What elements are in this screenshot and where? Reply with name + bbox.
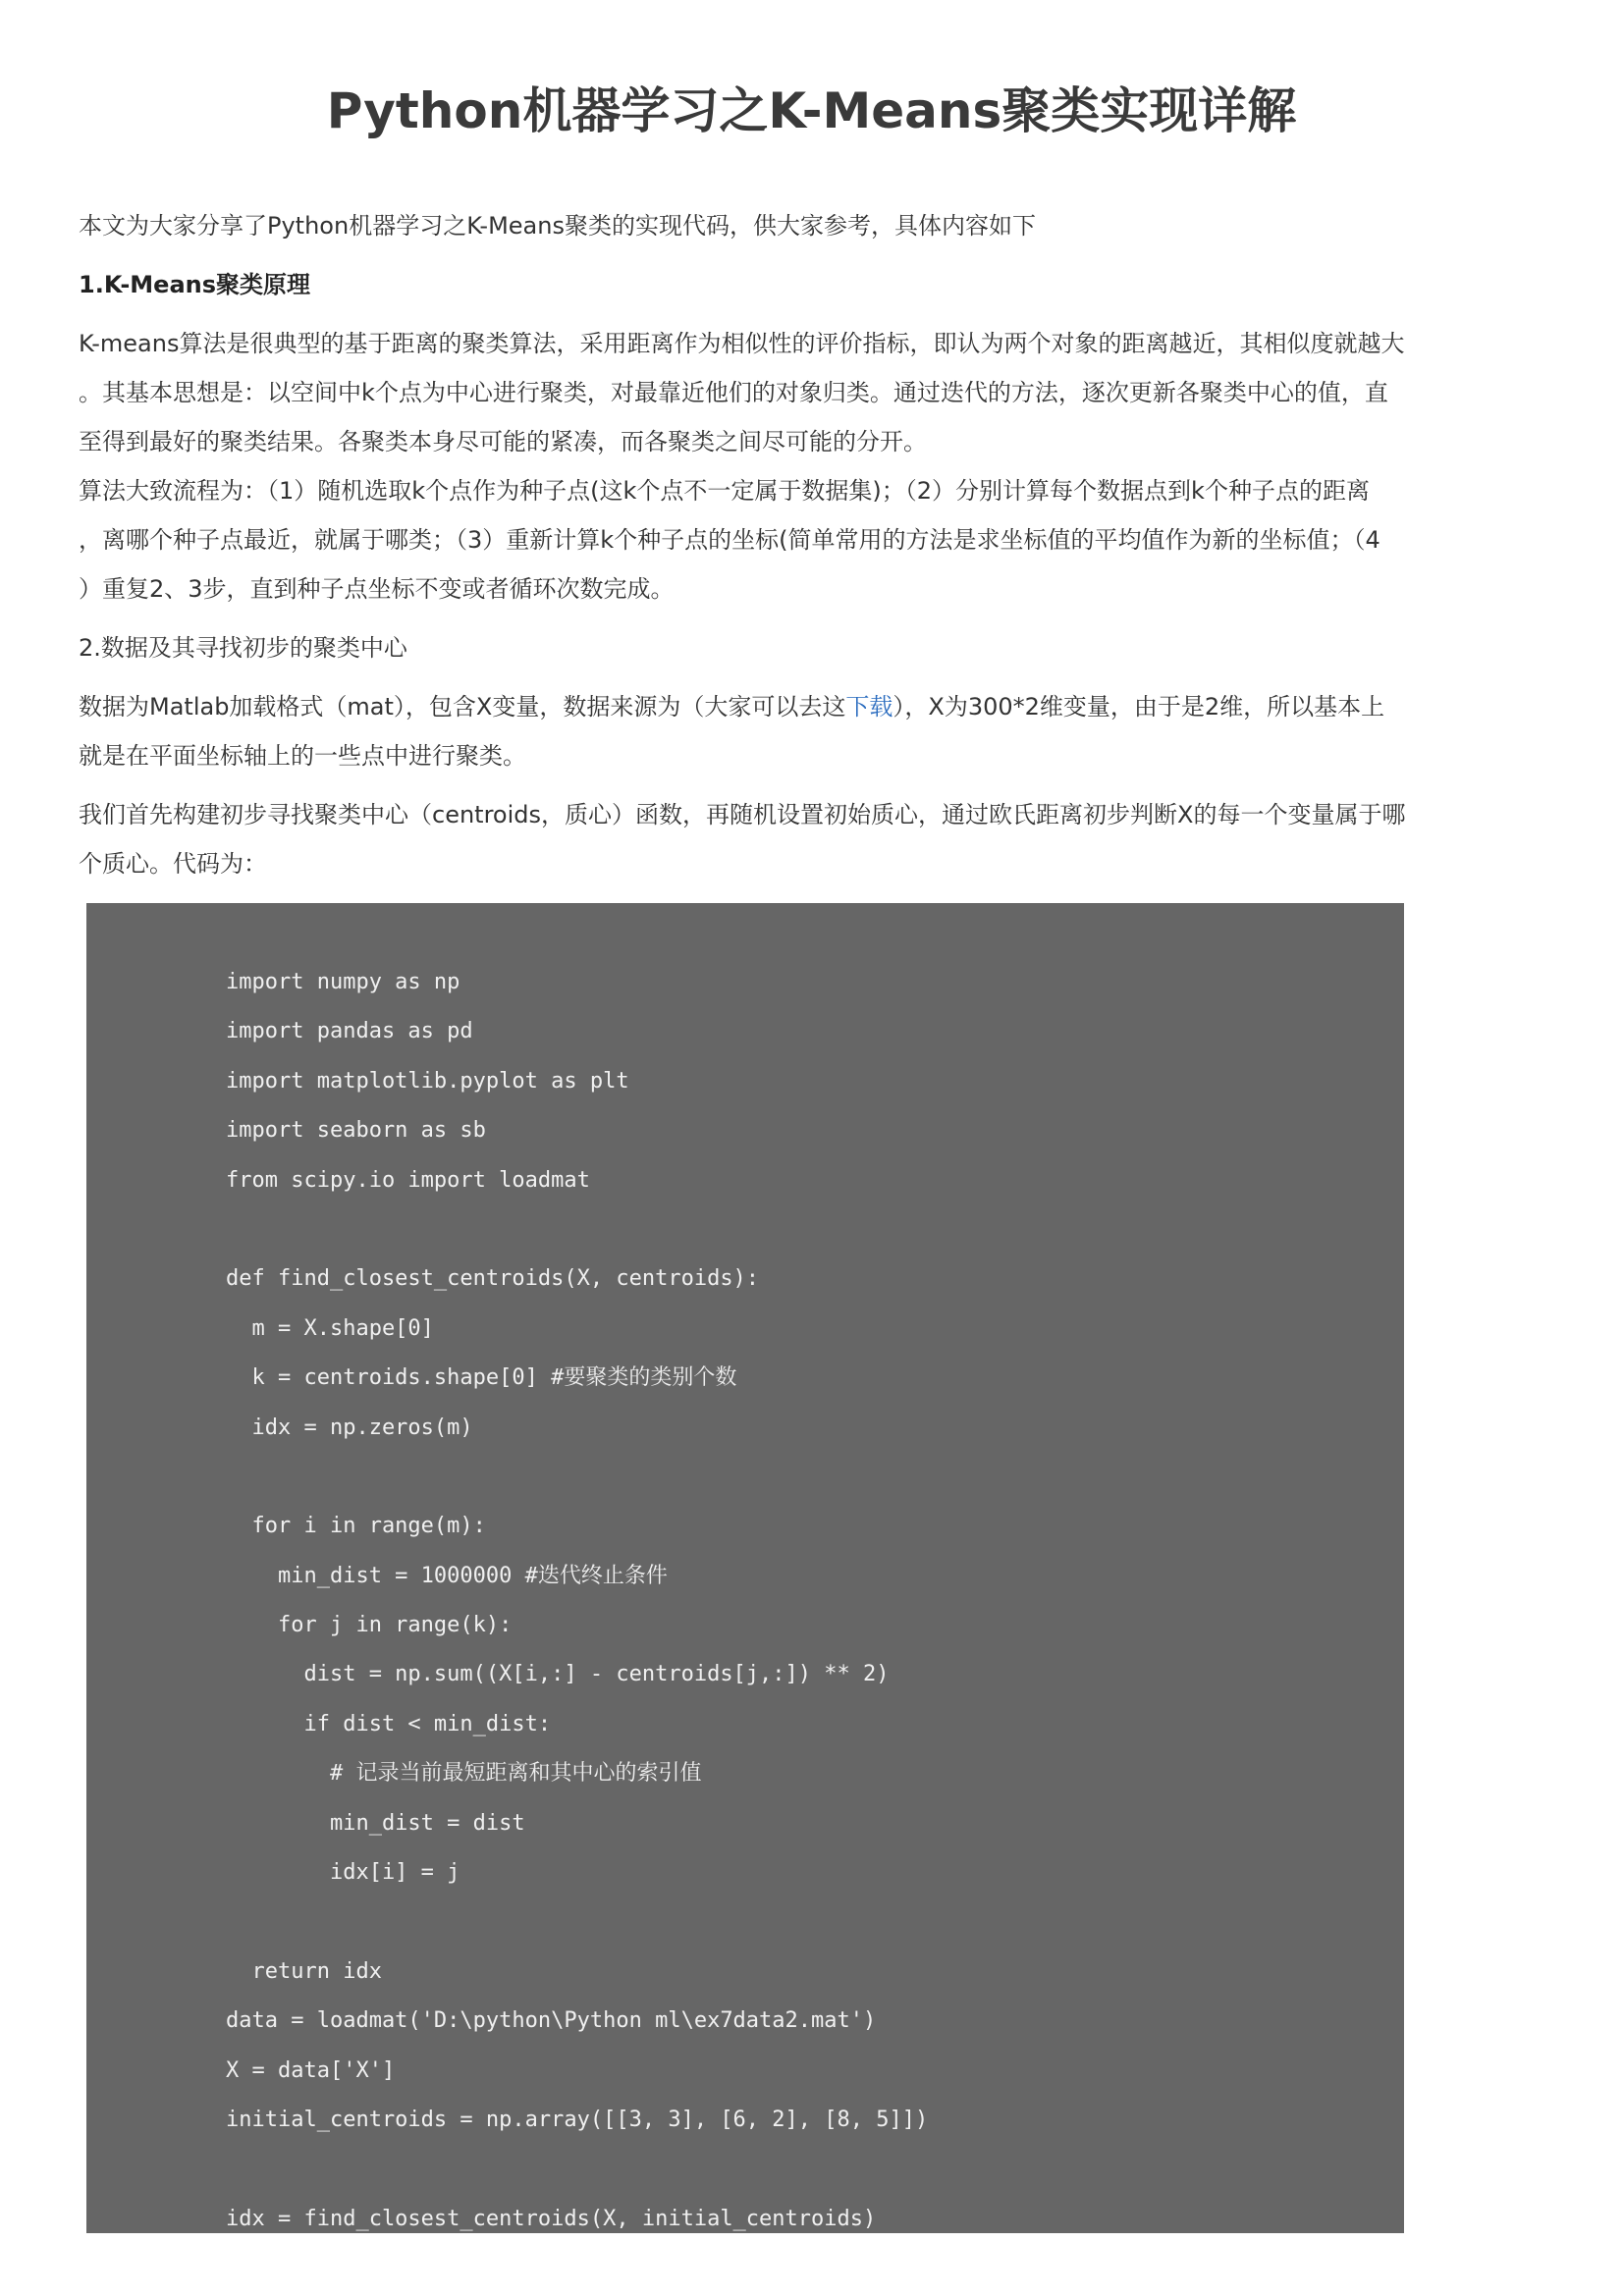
code-line: import numpy as np [226,970,460,994]
section-1-paragraph-1 [79,319,1551,466]
code-line: for j in range(k): [226,1613,513,1638]
text-span: 数据为Matlab加载格式（mat），包含X变量，数据来源为（大家可以去这 [79,693,846,721]
code-line: import pandas as pd [226,1019,473,1044]
text-line [79,682,1551,731]
section-2-heading: 2.数据及其寻找初步的聚类中心 [79,634,407,662]
code-line: m = X.shape[0] [226,1315,434,1341]
code-line: X = data['X'] [226,2057,396,2083]
article-body [79,201,1551,888]
code-block [86,903,1404,2233]
code-line: from scipy.io import loadmat [226,1167,590,1193]
code-line: idx[i] = j [226,1860,460,1886]
code-line [226,2145,1404,2194]
text-line: 至得到最好的聚类结果。各聚类本身尽可能的紧凑，而各聚类之间尽可能的分开。 [79,428,927,455]
code-line: if dist < min_dist: [226,1711,552,1736]
code-line: min_dist = dist [226,1810,525,1836]
code-line [226,1453,1404,1502]
text-span: ），X为300*2维变量，由于是2维，所以基本上 [893,693,1385,721]
text-line: K-means算法是很典型的基于距离的聚类算法，采用距离作为相似性的评价指标，即认为两个对象的距离越近，其相似度就越大 [79,330,1405,357]
text-line: ，离哪个种子点最近，就属于哪类；（3）重新计算k个种子点的坐标(简单常用的方法是求坐标值的平均值作为新的坐标值；（4 [79,526,1380,554]
section-2-paragraph-1 [79,682,1551,780]
section-2-paragraph-2 [79,790,1551,888]
text-line: ）重复2、3步，直到种子点坐标不变或者循环次数完成。 [79,575,675,603]
text-line: 就是在平面坐标轴上的一些点中进行聚类。 [79,742,526,770]
code-line: initial_centroids = np.array([[3, 3], [6, 2], [8, 5]]) [226,2107,929,2132]
code-line: import matplotlib.pyplot as plt [226,1068,629,1094]
code-line [226,1897,1404,1947]
section-1-heading: 1.K-Means聚类原理 [79,271,311,298]
section-1-paragraph-2 [79,466,1551,614]
code-line: dist = np.sum((X[i,:] - centroids[j,:]) ** 2) [226,1662,890,1687]
code-line: return idx [226,1958,382,1984]
code-line: import seaborn as sb [226,1118,486,1144]
code-line: idx = np.zeros(m) [226,1415,473,1440]
code-line: data = loadmat('D:\python\Python ml\ex7data2.mat') [226,2008,877,2034]
page-title: Python机器学习之K-Means聚类实现详解 [326,82,1297,139]
text-line: 算法大致流程为：（1）随机选取k个点作为种子点(这k个点不一定属于数据集)；（2）分别计算每个数据点到k个种子点的距离 [79,477,1370,505]
code-line: # 记录当前最短距离和其中心的索引值 [226,1761,702,1787]
text-line: 我们首先构建初步寻找聚类中心（centroids，质心）函数，再随机设置初始质心，通过欧氏距离初步判断X的每一个变量属于哪 [79,801,1406,828]
code-line: idx = find_closest_centroids(X, initial_centroids) [226,2206,877,2231]
code-line: min_dist = 1000000 #迭代终止条件 [226,1563,668,1588]
text-line: 个质心。代码为： [79,850,267,878]
code-line: def find_closest_centroids(X, centroids): [226,1266,760,1292]
code-line [226,1205,1404,1255]
code-line: k = centroids.shape[0] #要聚类的类别个数 [226,1365,737,1391]
download-link[interactable]: 下载 [845,693,893,721]
code-line: for i in range(m): [226,1514,486,1539]
text-line: 。其基本思想是：以空间中k个点为中心进行聚类，对最靠近他们的对象归类。通过迭代的方法，逐次更新各聚类中心的值，直 [79,379,1388,406]
intro-paragraph: 本文为大家分享了Python机器学习之K-Means聚类的实现代码，供大家参考，具体内容如下 [79,212,1036,240]
